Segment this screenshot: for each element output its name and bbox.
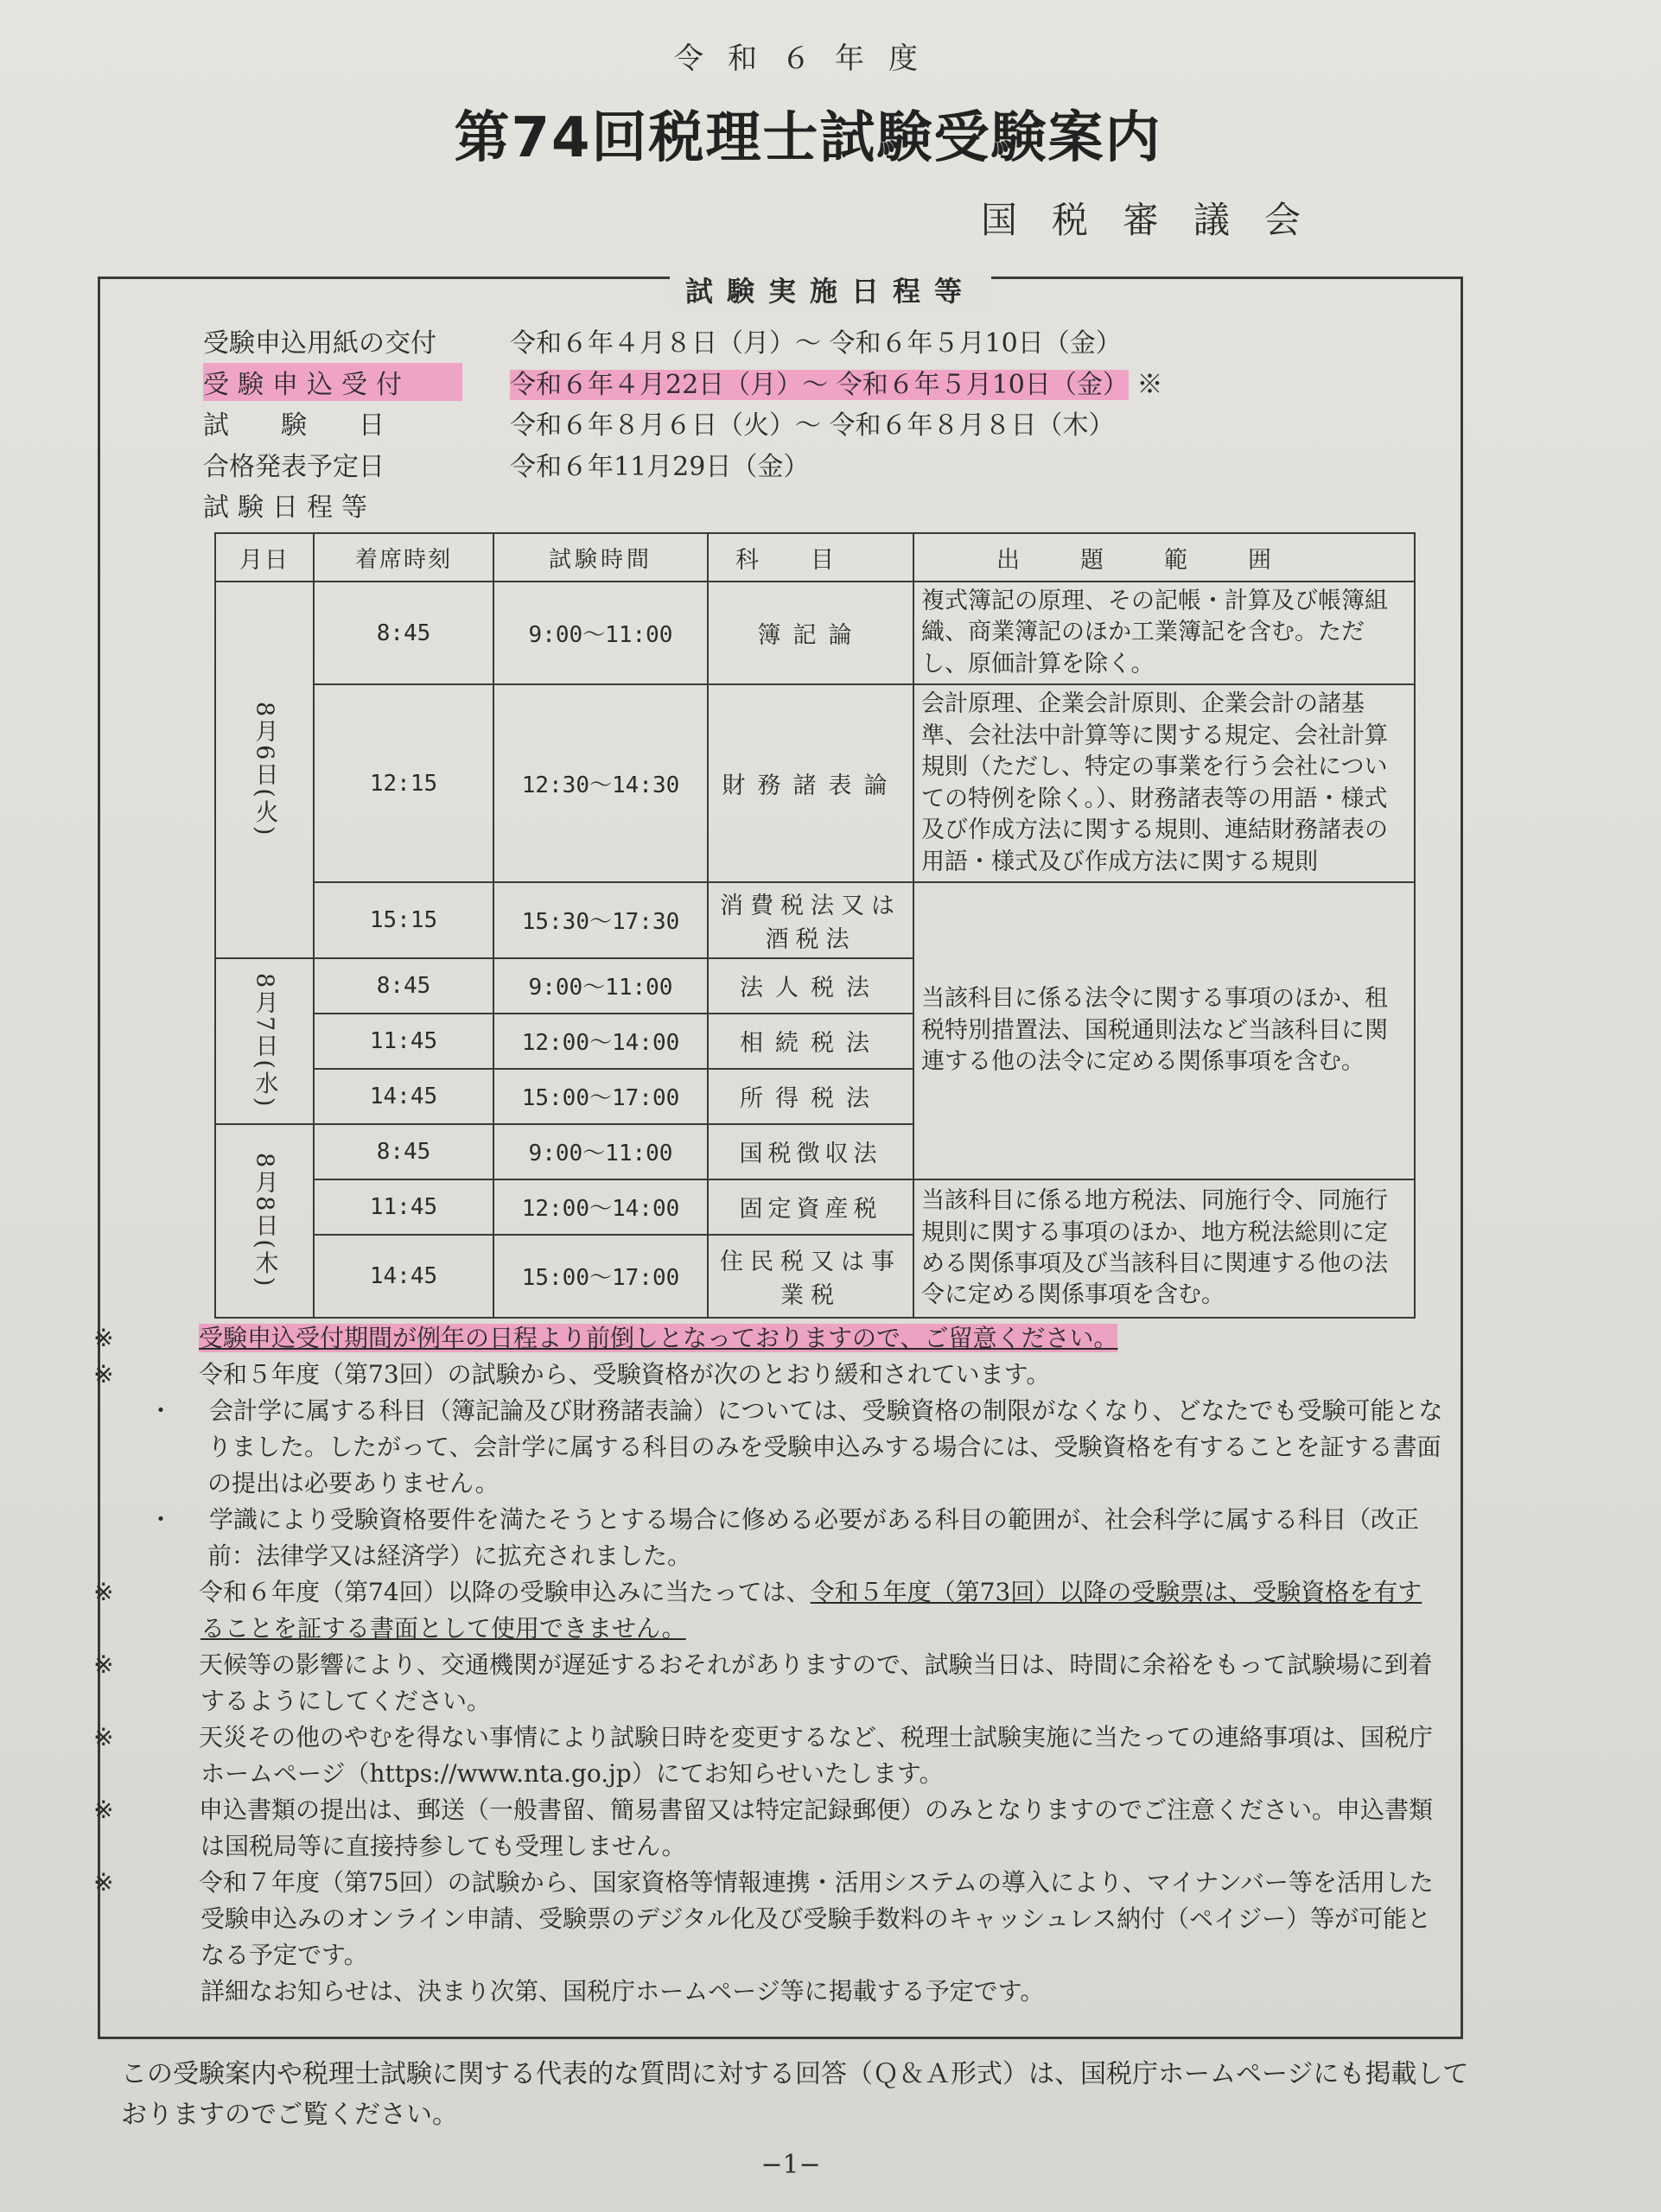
exam-time-cell: 12:30〜14:30 xyxy=(493,684,708,882)
scope-cell: 複式簿記の原理、その記帳・計算及び帳簿組織、商業簿記のほか工業簿記を含む。ただし、原価計算を除く。 xyxy=(913,582,1415,684)
organization-name: 国税審議会 xyxy=(981,199,1336,241)
seat-time-cell: 11:45 xyxy=(314,1014,493,1069)
schedule-label: 受験申込受付 xyxy=(203,363,462,401)
exam-time-cell: 9:00〜11:00 xyxy=(493,1124,708,1179)
column-header: 試験時間 xyxy=(493,533,708,582)
schedule-value: 令和６年４月８日（月）〜 令和６年５月10日（金） xyxy=(510,328,1122,359)
exam-time-cell: 15:00〜17:00 xyxy=(493,1069,708,1124)
footer-text: この受験案内や税理士試験に関する代表的な質問に対する回答（Ｑ＆Ａ形式）は、国税庁ホームページにも掲載しておりますのでご覧ください。 xyxy=(121,2059,1469,2130)
seat-time-cell: 8:45 xyxy=(314,1124,493,1179)
note-item: ※ 令和６年度（第74回）以降の受験申込みに当たっては、令和５年度（第73回）以降の受験票は、受験資格を有することを証する書面として使用できません。 xyxy=(93,1578,1422,1643)
schedule-label: 試 験 日 xyxy=(203,410,385,441)
fiscal-year: 令和６年度 xyxy=(674,41,942,76)
seat-time-cell: 14:45 xyxy=(314,1235,493,1318)
exam-time-cell: 15:00〜17:00 xyxy=(493,1235,708,1318)
subject-cell: 簿記論 xyxy=(708,582,913,684)
seat-time-cell: 15:15 xyxy=(314,882,493,958)
subject-cell: 国税徴収法 xyxy=(708,1124,913,1179)
scope-cell: 当該科目に係る法令に関する事項のほか、租税特別措置法、国税通則法など当該科目に関連する他の法令に定める関係事項を含む。 xyxy=(913,882,1415,1179)
table-header-row xyxy=(215,533,1415,582)
seat-time-cell: 14:45 xyxy=(314,1069,493,1124)
note-item: 詳細なお知らせは、決まり次第、国税庁ホームページ等に掲載する予定です。 xyxy=(200,1977,1045,2005)
date-cell: 8月6日(火) xyxy=(215,582,314,958)
column-header: 出題範囲 xyxy=(913,533,1415,582)
seat-time-cell: 8:45 xyxy=(314,958,493,1014)
page-title: 第74回税理士試験受験案内 xyxy=(454,106,1162,170)
subject-cell: 消費税法又は酒税法 xyxy=(708,882,913,958)
subject-cell: 住民税又は事業税 xyxy=(708,1235,913,1318)
note-item: ※ 受験申込受付期間が例年の日程より前倒しとなっておりますので、ご留意ください。 xyxy=(93,1324,1118,1352)
exam-time-cell: 15:30〜17:30 xyxy=(493,882,708,958)
column-header: 科目 xyxy=(708,533,913,582)
exam-time-cell: 9:00〜11:00 xyxy=(493,582,708,684)
seat-time-cell: 11:45 xyxy=(314,1179,493,1235)
scope-cell: 当該科目に係る地方税法、同施行令、同施行規則に関する事項のほか、地方税法総則に定める関係事項及び当該科目に関連する他の法令に定める関係事項を含む。 xyxy=(913,1179,1415,1318)
table-row xyxy=(215,582,1415,684)
schedule-value: 令和６年８月６日（火）〜 令和６年８月８日（木） xyxy=(510,410,1115,441)
note-bullet: ・ 会計学に属する科目（簿記論及び財務諸表論）については、受験資格の制限がなくなり、どなたでも受験可能となりました。したがって、会計学に属する科目のみを受験申込みする場合には、受験資格を有することを証する書面の提出は必要ありません。 xyxy=(149,1396,1443,1497)
column-header: 着席時刻 xyxy=(314,533,493,582)
exam-time-cell: 9:00〜11:00 xyxy=(493,958,708,1014)
table-row xyxy=(215,684,1415,882)
exam-schedule-table xyxy=(214,532,1416,1319)
table-row xyxy=(215,882,1415,958)
schedule-label: 受験申込用紙の交付 xyxy=(203,328,436,359)
note-item: ※ 令和５年度（第73回）の試験から、受験資格が次のとおり緩和されています。 xyxy=(93,1360,1051,1389)
note-item: ※ 天候等の影響により、交通機関が遅延するおそれがありますので、試験当日は、時間に余裕をもって試験場に到着するようにしてください。 xyxy=(93,1650,1433,1715)
note-bullet: ・ 学識により受験資格要件を満たそうとする場合に修める必要がある科目の範囲が、社会科学に属する科目（改正前：法律学又は経済学）に拡充されました。 xyxy=(149,1505,1420,1570)
table-row xyxy=(215,1179,1415,1235)
notes-section xyxy=(93,1320,1443,2010)
section-title: 試験実施日程等 xyxy=(0,270,1661,309)
subject-cell: 相続税法 xyxy=(708,1014,913,1069)
note-item: ※ 令和７年度（第75回）の試験から、国家資格等情報連携・活用システムの導入により、マイナンバー等を活用した受験申込みのオンライン申請、受験票のデジタル化及び受験手数料のキャッシュレス納付（ペイジー）等が可能となる予定です。 xyxy=(93,1868,1434,1969)
schedule-label: 試験日程等 xyxy=(203,493,376,523)
seat-time-cell: 12:15 xyxy=(314,684,493,882)
scope-cell: 会計原理、企業会計原則、企業会計の諸基準、会社法中計算等に関する規定、会社計算規則（ただし、特定の事業を行う会社についての特例を除く。）、財務諸表等の用語・様式及び作成方法に関する規則、連結財務諸表の用語・様式及び作成方法に関する規則 xyxy=(913,684,1415,882)
subject-cell: 固定資産税 xyxy=(708,1179,913,1235)
subject-cell: 法人税法 xyxy=(708,958,913,1014)
subject-cell: 財務諸表論 xyxy=(708,684,913,882)
schedule-value: 令和６年11月29日（金） xyxy=(510,452,810,482)
note-item: ※ 天災その他のやむを得ない事情により試験日時を変更するなど、税理士試験実施に当たっての連絡事項は、国税庁ホームページ（https://www.nta.go.jp）にてお知らせいたします。 xyxy=(93,1723,1434,1788)
note-item: ※ 申込書類の提出は、郵送（一般書留、簡易書留又は特定記録郵便）のみとなりますのでご注意ください。申込書類は国税局等に直接持参しても受理しません。 xyxy=(93,1796,1434,1860)
date-cell: 8月8日(木) xyxy=(215,1124,314,1318)
subject-cell: 所得税法 xyxy=(708,1069,913,1124)
date-cell: 8月7日(水) xyxy=(215,958,314,1124)
schedule-value: 令和６年４月22日（月）〜 令和６年５月10日（金） ※ xyxy=(510,370,1163,400)
column-header: 月日 xyxy=(215,533,314,582)
schedule-label: 合格発表予定日 xyxy=(203,452,385,482)
exam-time-cell: 12:00〜14:00 xyxy=(493,1014,708,1069)
page-number: −1− xyxy=(760,2150,821,2180)
exam-time-cell: 12:00〜14:00 xyxy=(493,1179,708,1235)
seat-time-cell: 8:45 xyxy=(314,582,493,684)
